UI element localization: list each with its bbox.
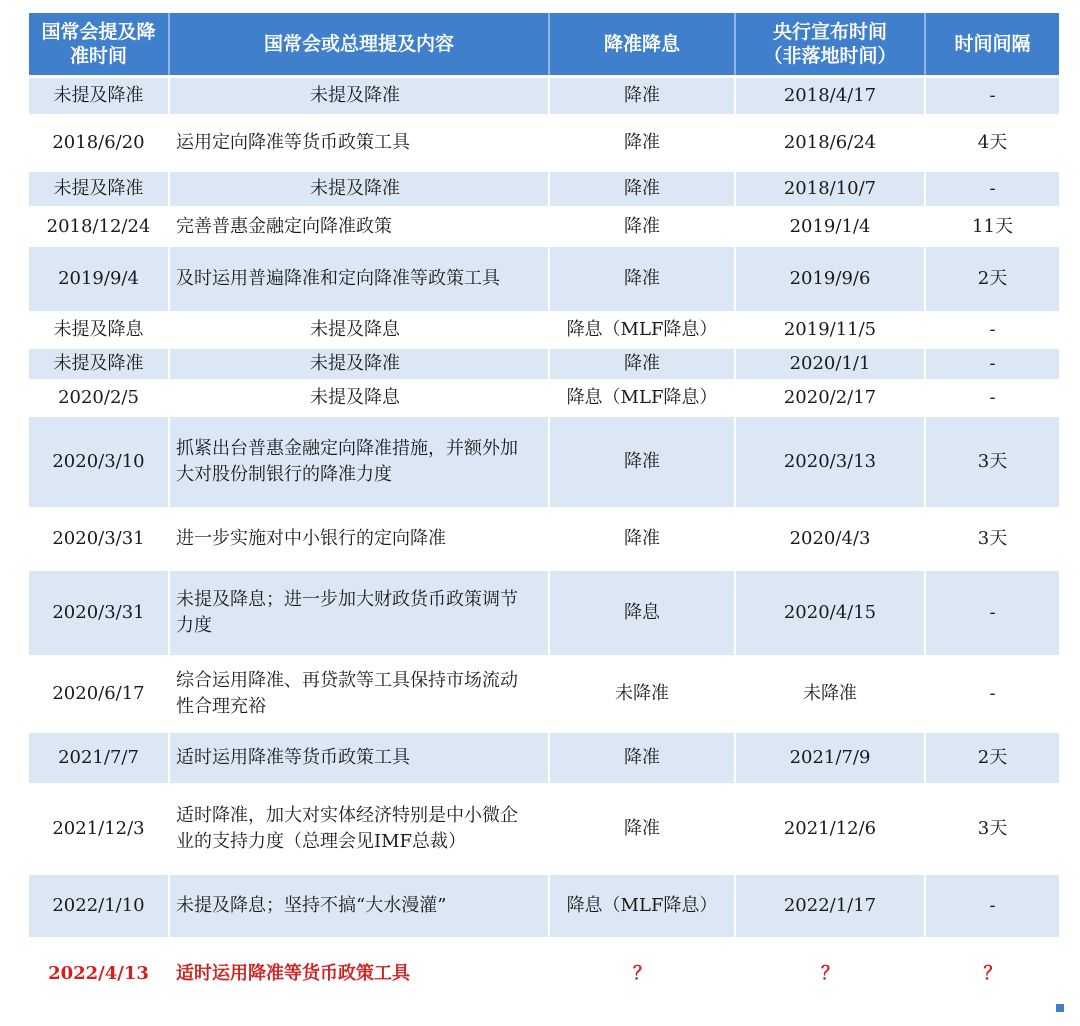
cell-date: 未提及降准	[29, 172, 170, 206]
rrr-cut-table	[29, 10, 1059, 1011]
cell-date: 未提及降准	[29, 349, 170, 379]
cell-type: 降准	[550, 349, 736, 379]
cell-announce: 2019/11/5	[736, 314, 926, 346]
cell-content: 抓紧出台普惠金融定向降准措施，并额外加大对股份制银行的降准力度	[170, 417, 550, 507]
cell-gap: 3天	[926, 417, 1059, 507]
cell-announce: 2020/1/1	[736, 349, 926, 379]
cell-type: 降准	[550, 786, 736, 872]
table-row	[29, 117, 1059, 169]
cell-content: 完善普惠金融定向降准政策	[170, 209, 550, 244]
cell-date: 2021/7/7	[29, 733, 170, 783]
cell-type: 降准	[550, 510, 736, 568]
cell-gap: -	[926, 78, 1059, 114]
cell-announce: 2018/4/17	[736, 78, 926, 114]
table-row	[29, 510, 1059, 568]
cell-gap: 11天	[926, 209, 1059, 244]
table-row	[29, 314, 1059, 346]
cell-content: 运用定向降准等货币政策工具	[170, 117, 550, 169]
cell-announce: 2019/1/4	[736, 209, 926, 244]
header-content: 国常会或总理提及内容	[170, 13, 550, 75]
cell-content: 未提及降息；坚持不搞“大水漫灌”	[170, 875, 550, 937]
cell-type: 降准	[550, 209, 736, 244]
header-announce-line1: 央行宣布时间	[772, 21, 887, 43]
table-row	[29, 733, 1059, 783]
table-row	[29, 658, 1059, 730]
cell-announce: 2020/4/3	[736, 510, 926, 568]
cell-gap: -	[926, 314, 1059, 346]
cell-type: 降准	[550, 733, 736, 783]
cell-date: 2021/12/3	[29, 786, 170, 872]
cell-type: 降息（MLF降息）	[550, 382, 736, 414]
cell-gap: 4天	[926, 117, 1059, 169]
cell-type: 降准	[550, 417, 736, 507]
table-row	[29, 786, 1059, 872]
cell-content: 综合运用降准、再贷款等工具保持市场流动性合理充裕	[170, 658, 550, 730]
cell-type: 未降准	[550, 658, 736, 730]
cell-announce: 2018/10/7	[736, 172, 926, 206]
cell-date: 2020/3/31	[29, 510, 170, 568]
cell-gap: ？	[926, 940, 1059, 1008]
cell-announce: 2020/3/13	[736, 417, 926, 507]
cell-content: 未提及降息	[170, 382, 550, 414]
table-row	[29, 349, 1059, 379]
table-row	[29, 875, 1059, 937]
cell-content: 未提及降准	[170, 78, 550, 114]
table-row	[29, 247, 1059, 311]
header-announce-line2: （非落地时间）	[763, 45, 897, 67]
cell-announce: 2019/9/6	[736, 247, 926, 311]
cell-date: 2020/3/31	[29, 571, 170, 655]
cell-date: 未提及降准	[29, 78, 170, 114]
header-announce-date	[736, 13, 926, 75]
header-cut-type: 降准降息	[550, 13, 736, 75]
corner-marker-icon	[1056, 1004, 1064, 1012]
cell-gap: -	[926, 571, 1059, 655]
cell-date: 2018/12/24	[29, 209, 170, 244]
cell-content: 及时运用普遍降准和定向降准等政策工具	[170, 247, 550, 311]
cell-date: 未提及降息	[29, 314, 170, 346]
cell-type: 降息（MLF降息）	[550, 875, 736, 937]
cell-announce: 2020/2/17	[736, 382, 926, 414]
cell-type: 降准	[550, 117, 736, 169]
cell-type: 降息	[550, 571, 736, 655]
cell-gap: -	[926, 349, 1059, 379]
cell-date: 2020/2/5	[29, 382, 170, 414]
cell-content: 进一步实施对中小银行的定向降准	[170, 510, 550, 568]
cell-type: 降息（MLF降息）	[550, 314, 736, 346]
cell-gap: 3天	[926, 510, 1059, 568]
table-row	[29, 172, 1059, 206]
cell-announce: 2021/7/9	[736, 733, 926, 783]
cell-content: 未提及降准	[170, 172, 550, 206]
cell-type: ？	[550, 940, 736, 1008]
cell-gap: -	[926, 658, 1059, 730]
cell-gap: -	[926, 382, 1059, 414]
cell-content: 未提及降息；进一步加大财政货币政策调节力度	[170, 571, 550, 655]
cell-announce: ？	[736, 940, 926, 1008]
cell-announce: 2018/6/24	[736, 117, 926, 169]
cell-content: 未提及降准	[170, 349, 550, 379]
header-gap: 时间间隔	[926, 13, 1059, 75]
cell-type: 降准	[550, 78, 736, 114]
cell-content: 适时运用降准等货币政策工具	[170, 940, 550, 1008]
cell-date: 2022/1/10	[29, 875, 170, 937]
cell-date: 2018/6/20	[29, 117, 170, 169]
cell-content: 未提及降息	[170, 314, 550, 346]
cell-date: 2020/3/10	[29, 417, 170, 507]
cell-gap: 2天	[926, 247, 1059, 311]
cell-type: 降准	[550, 247, 736, 311]
cell-date: 2019/9/4	[29, 247, 170, 311]
table-row	[29, 417, 1059, 507]
table-header-row	[29, 13, 1059, 75]
cell-content: 适时降准，加大对实体经济特别是中小微企业的支持力度（总理会见IMF总裁）	[170, 786, 550, 872]
policy-table-container	[29, 10, 1059, 1011]
table-row-highlighted	[29, 940, 1059, 1008]
cell-gap: -	[926, 172, 1059, 206]
table-row	[29, 382, 1059, 414]
cell-gap: -	[926, 875, 1059, 937]
cell-announce: 2022/1/17	[736, 875, 926, 937]
table-row	[29, 78, 1059, 114]
table-row	[29, 571, 1059, 655]
cell-announce: 2020/4/15	[736, 571, 926, 655]
cell-announce: 未降准	[736, 658, 926, 730]
cell-content: 适时运用降准等货币政策工具	[170, 733, 550, 783]
cell-date: 2020/6/17	[29, 658, 170, 730]
cell-gap: 3天	[926, 786, 1059, 872]
header-meeting-date: 国常会提及降准时间	[29, 13, 170, 75]
cell-type: 降准	[550, 172, 736, 206]
cell-date: 2022/4/13	[29, 940, 170, 1008]
cell-gap: 2天	[926, 733, 1059, 783]
cell-announce: 2021/12/6	[736, 786, 926, 872]
table-row	[29, 209, 1059, 244]
